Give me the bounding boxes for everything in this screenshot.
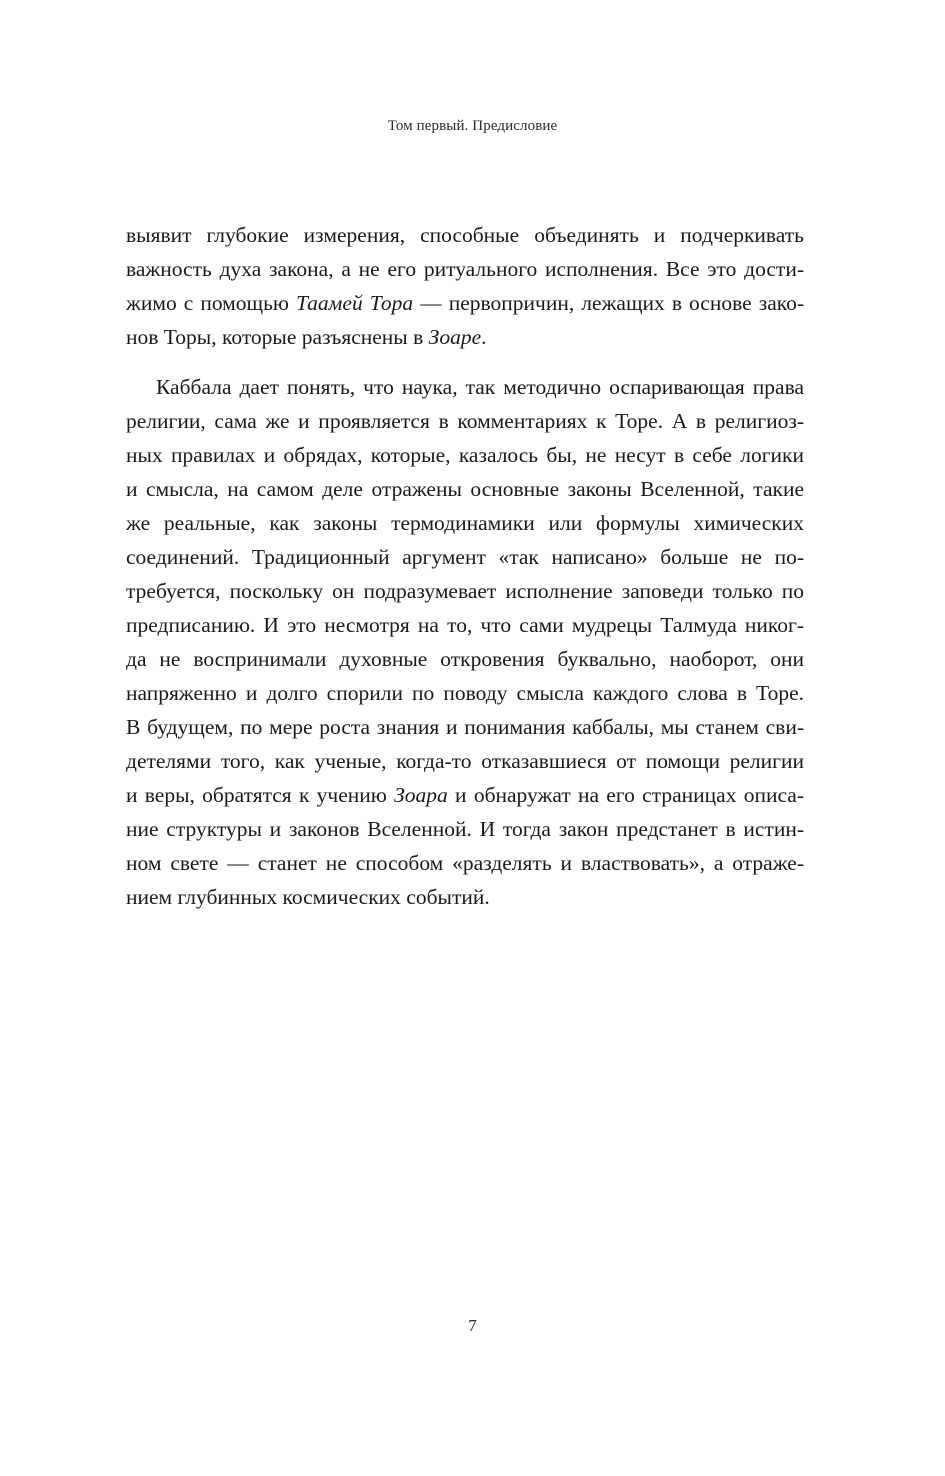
text-fragment: жимо с помощью [126,291,296,315]
text-line: выявит глубокие измерения, способные объединять и подчеркивать [126,223,804,247]
running-header: Том первый. Предисловие [387,118,558,134]
text-line: ние структуры и законов Вселенной. И тогда закон предстанет в истин- [126,817,804,841]
text-fragment: и обнаружат на его страницах описа- [447,783,804,807]
text-line [126,286,804,320]
italic-term: Зоаре [428,325,482,349]
text-line: же реальные, как законы термодинамики или формулы химических [126,511,804,535]
paragraph-1 [126,218,804,354]
text-line: нием глубинных космических событий. [126,885,490,909]
text-line [126,320,804,354]
text-line: ных правилах и обрядах, которые, казалось бы, не несут в себе логики [126,443,804,467]
text-line: религии, сама же и проявляется в комментариях к Торе. А в религиоз- [126,409,804,433]
text-line: соединений. Традиционный аргумент «так написано» больше не по- [126,545,804,569]
text-line: В будущем, по мере роста знания и понимания каббалы, мы станем сви- [126,715,804,739]
text-line: и смысла, на самом деле отражены основные законы Вселенной, такие [126,477,804,501]
text-line: Каббала дает понять, что наука, так методично оспаривающая права [156,375,804,399]
paragraph-2 [126,370,804,914]
text-line: предписанию. И это несмотря на то, что сами мудрецы Талмуда никог- [126,613,804,637]
italic-term: Таамей Тора [296,291,414,315]
text-fragment: — первопричин, лежащих в основе зако- [413,291,804,315]
text-fragment: нов Торы, которые разъяснены в [126,325,429,349]
text-line: важность духа закона, а не его ритуального исполнения. Все это дости- [126,257,804,281]
text-line: ном свете — станет не способом «разделять и властвовать», а отраже- [126,851,804,875]
text-fragment: . [481,325,487,349]
text-line: напряженно и долго спорили по поводу смысла каждого слова в Торе. [126,681,804,705]
text-line: детелями того, как ученые, когда-то отказавшиеся от помощи религии [126,749,804,773]
text-fragment: и веры, обратятся к учению [126,783,395,807]
text-line [126,778,804,812]
text-line: требуется, поскольку он подразумевает исполнение заповеди только по [126,579,804,603]
text-line: да не воспринимали духовные откровения буквально, наоборот, они [126,647,804,671]
italic-term: Зоара [394,783,448,807]
page-number: 7 [468,1316,477,1335]
